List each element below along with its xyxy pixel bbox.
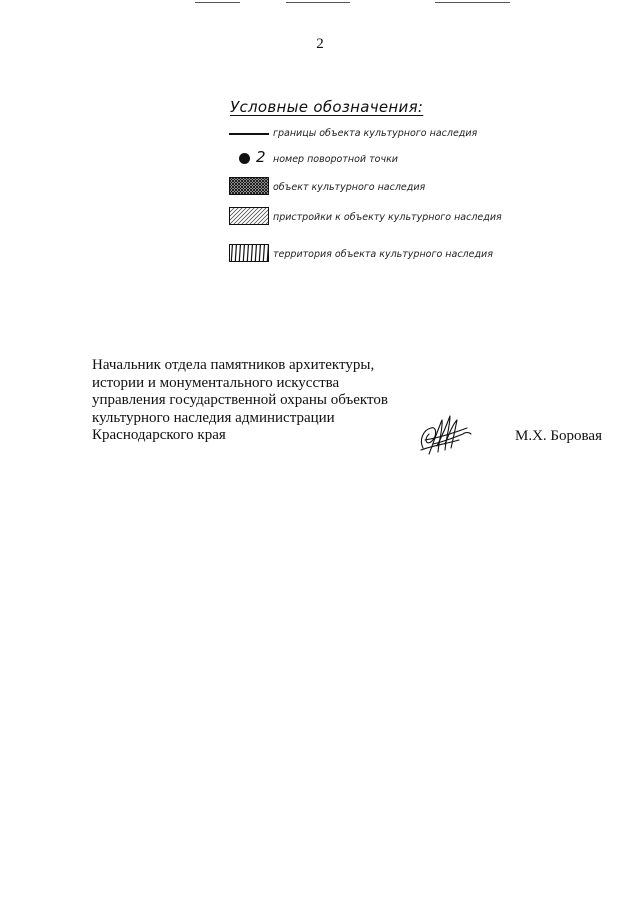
legend-item-label: объект культурного наследия	[273, 181, 426, 193]
signatory-title-line: культурного наследия администрации	[92, 409, 335, 426]
legend-item-label: границы объекта культурного наследия	[273, 127, 478, 139]
dot-number: 2	[256, 148, 266, 166]
page-number: 2	[316, 36, 324, 52]
legend-item-extensions	[229, 206, 502, 228]
legend-item-label: территория объекта культурного наследия	[273, 248, 493, 260]
scan-artifact-line	[195, 2, 240, 3]
legend-item-territory	[229, 243, 493, 265]
legend	[229, 98, 529, 260]
signatory-title-line: Краснодарского края	[92, 427, 226, 443]
signer-name: М.Х. Боровая	[515, 428, 602, 444]
crosshatch-box-icon	[229, 177, 273, 197]
vertical-hatch-box-icon	[229, 244, 273, 264]
signatory-title-line: Начальник отдела памятников архитектуры,	[92, 357, 375, 373]
signatory-title-line: истории и монументального искусства	[92, 374, 340, 391]
legend-item-label: номер поворотной точки	[273, 153, 398, 165]
signatory-title-line: управления государственной охраны объектов	[92, 392, 388, 408]
solid-line-icon	[229, 123, 273, 143]
diagonal-hatch-box-icon	[229, 207, 273, 227]
dot-icon	[229, 149, 273, 169]
signatory-title	[92, 357, 412, 445]
legend-item-heritage-object	[229, 176, 425, 198]
scan-artifact-line	[286, 2, 350, 3]
legend-item-turning-point	[229, 148, 398, 170]
legend-item-label: пристройки к объекту культурного наследия	[273, 211, 502, 223]
legend-title: Условные обозначения:	[230, 98, 424, 116]
legend-item-boundary	[229, 122, 477, 144]
scan-artifact-line	[435, 2, 510, 3]
handwritten-signature	[415, 410, 475, 460]
